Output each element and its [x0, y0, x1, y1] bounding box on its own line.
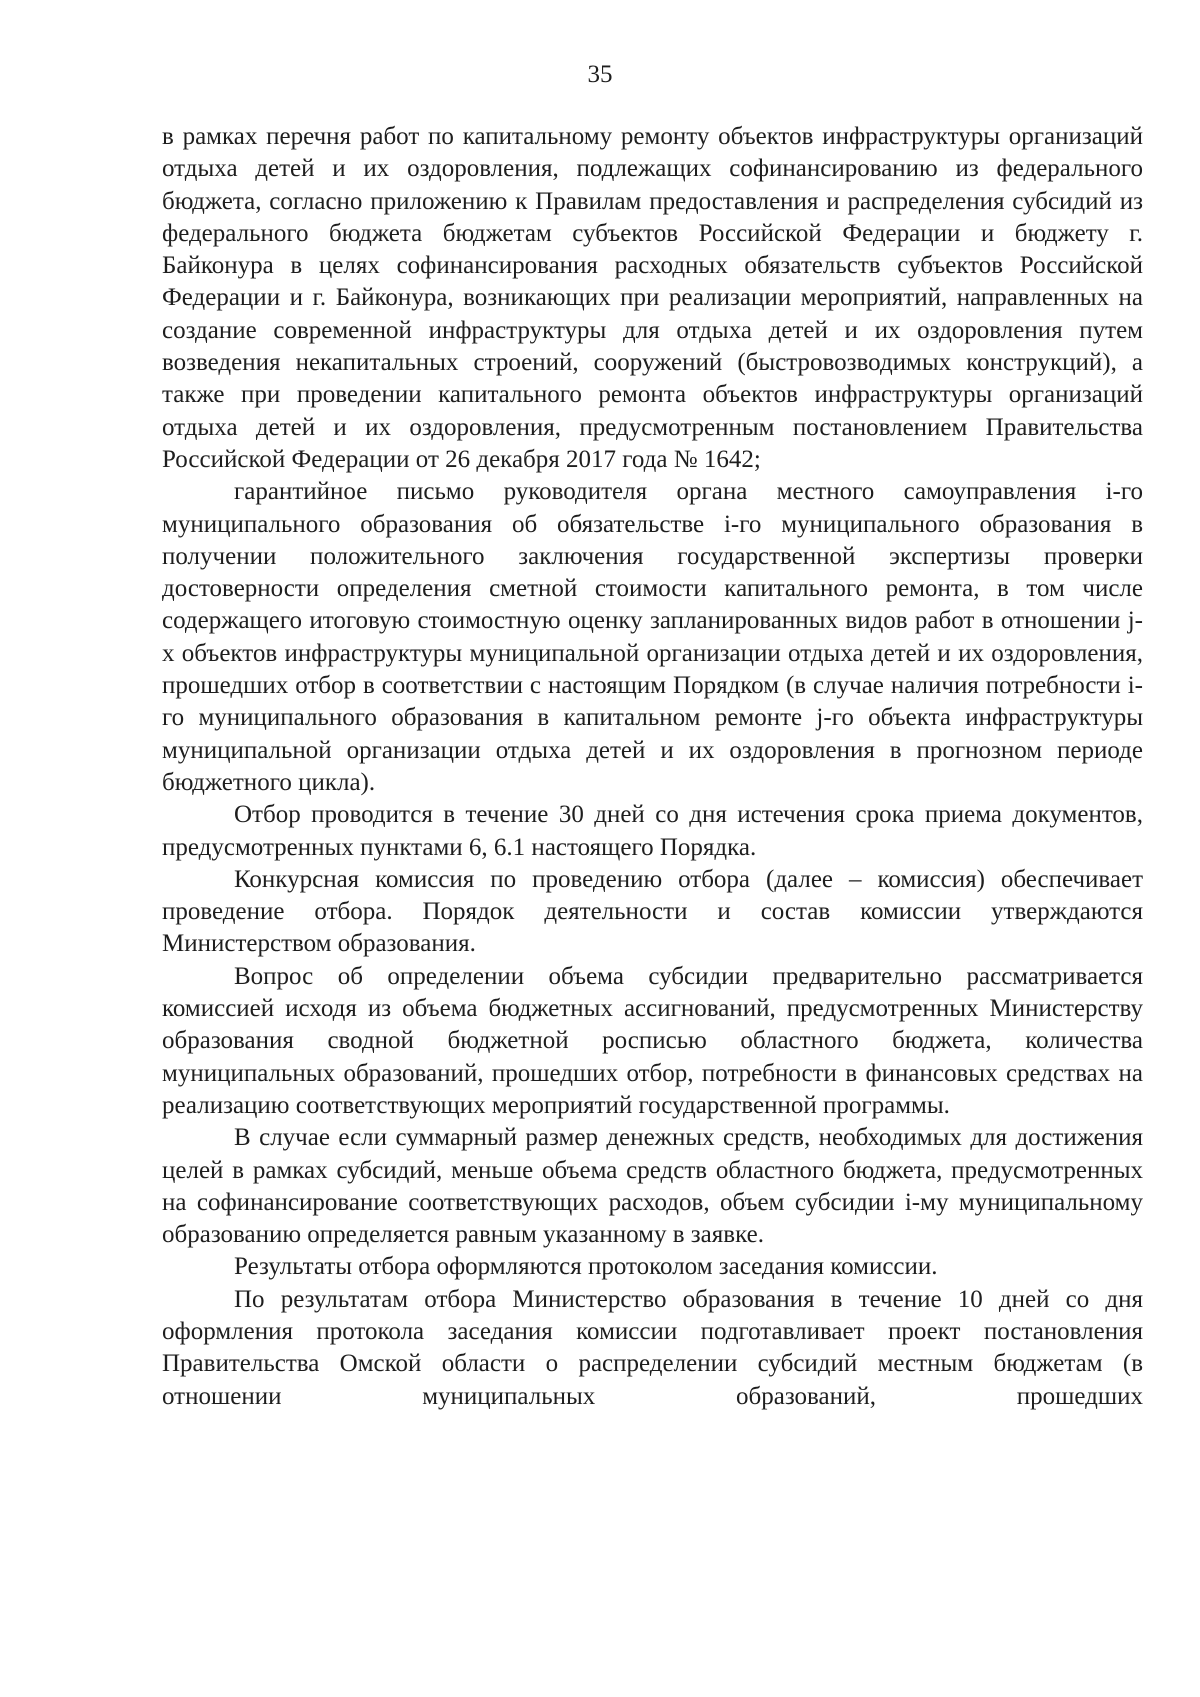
paragraph-selection-period: Отбор проводится в течение 30 дней со дня истечения срока приема документов, предусмотренных пунктами 6, 6.1 настоящего Порядка. [162, 801, 1143, 861]
paragraph-funds-shortfall: В случае если суммарный размер денежных средств, необходимых для достижения целей в рамках субсидий, меньше объема средств областного бюджета, предусмотренных на софинансирование соответствующих расходов, объем субсидии i-му муниципальному образованию определяется равным указанному в заявке. [162, 1124, 1143, 1249]
paragraph-resolution-draft: По результатам отбора Министерство образования в течение 10 дней со дня оформления протокола заседания комиссии подготавливает проект постановления Правительства Омской области о распределении субсидий местным бюджетам (в отношении муниципальных образований, прошедших [162, 1285, 1143, 1410]
paragraph-project-list-condition: в рамках перечня работ по капитальному ремонту объектов инфраструктуры организаций отдыха детей и их оздоровления, подлежащих софинансированию из федерального бюджета, согласно приложению к Правилам предоставления и распределения субсидий из федерального бюджета бюджетам субъектов Российской Федерации и бюджету г. Байконура в целях софинансирования расходных обязательств субъектов Российской Федерации и г. Байконура, возникающих при реализации мероприятий, направленных на создание современной инфраструктуры для отдыха детей и их оздоровления путем возведения некапитальных строений, сооружений (быстровозводимых конструкций), а также при проведении капитального ремонта объектов инфраструктуры организаций отдыха детей и их оздоровления, предусмотренным постановлением Правительства Российской Федерации от 26 декабря 2017 года № 1642; [162, 123, 1143, 473]
paragraph-guarantee-letter: гарантийное письмо руководителя органа местного самоуправления i-го муниципального образования об обязательстве i-го муниципального образования в получении положительного заключения государственной экспертизы проверки достоверности определения сметной стоимости капитального ремонта, в том числе содержащего итоговую стоимостную оценку запланированных видов работ в отношении j-х объектов инфраструктуры муниципальной организации отдыха детей и их оздоровления, прошедших отбор в соответствии с настоящим Порядком (в случае наличия потребности i-го муниципального образования в капитальном ремонте j-го объекта инфраструктуры муниципальной организации отдыха детей и их оздоровления в прогнозном периоде бюджетного цикла). [162, 478, 1143, 796]
paragraph-selection-results: Результаты отбора оформляются протоколом заседания комиссии. [234, 1253, 938, 1281]
paragraph-selection-commission: Конкурсная комиссия по проведению отбора (далее – комиссия) обеспечивает проведение отбора. Порядок деятельности и состав комиссии утверждаются Министерством образования. [162, 865, 1143, 958]
document-body [162, 121, 1143, 1413]
paragraph-subsidy-volume: Вопрос об определении объема субсидии предварительно рассматривается комиссией исходя из объема бюджетных ассигнований, предусмотренных Министерству образования сводной бюджетной росписью областного бюджета, количества муниципальных образований, прошедших отбор, потребности в финансовых средствах на реализацию соответствующих мероприятий государственной программы. [162, 962, 1143, 1119]
page-number: 35 [587, 61, 613, 88]
